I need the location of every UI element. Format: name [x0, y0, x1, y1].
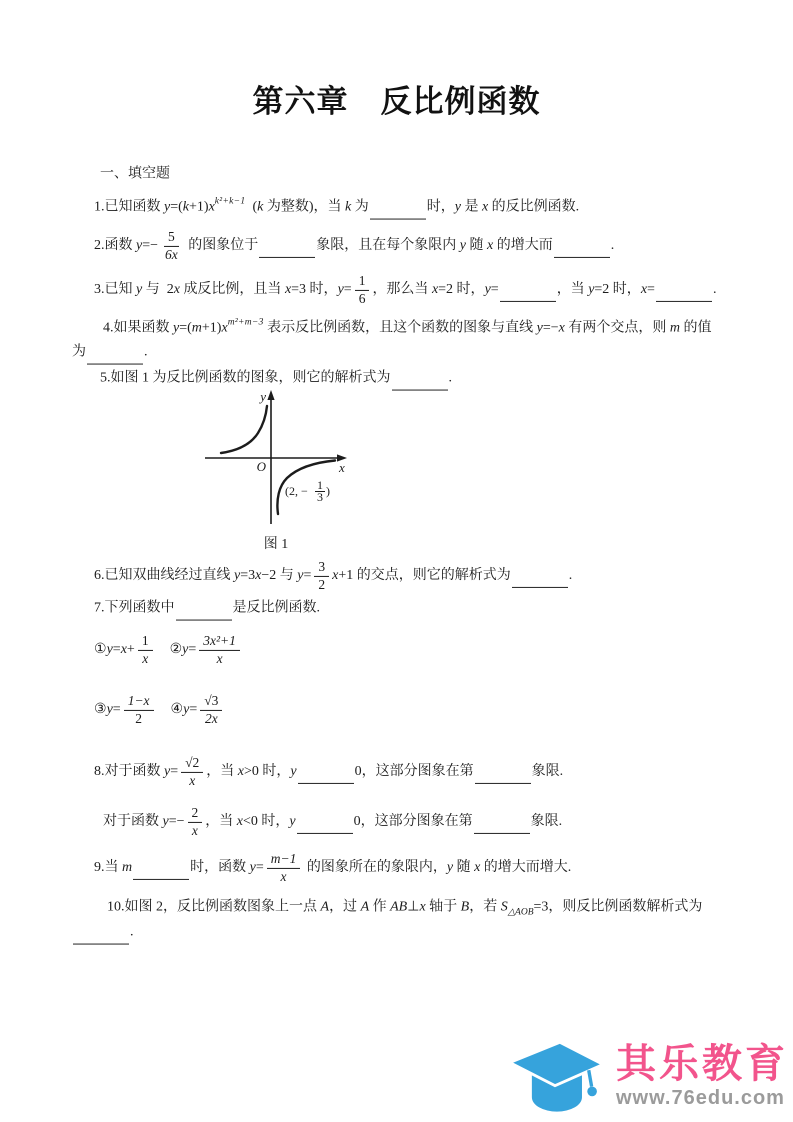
- math-var: y: [536, 320, 543, 336]
- math-var: m: [191, 320, 202, 336]
- text-run: [156, 641, 170, 660]
- text-run: 表示反比例函数，且这个函数的图象与直线: [263, 320, 537, 336]
- point-label: [285, 478, 330, 504]
- brand-website: www.76edu.com: [616, 1086, 785, 1109]
- fraction-numerator: 3x²+1: [199, 634, 240, 651]
- text-run: 时，: [426, 199, 455, 215]
- text-run: =: [490, 281, 499, 297]
- superscript: k²+k−1: [214, 196, 246, 207]
- math-var: x: [486, 237, 494, 253]
- text-run: +1): [189, 199, 209, 215]
- math-var: x: [419, 899, 426, 915]
- fraction: [138, 634, 153, 666]
- text-run: 1.已知函数: [94, 199, 164, 215]
- text-run: 轴于: [425, 899, 461, 915]
- blank-field: [73, 929, 129, 945]
- math-var: y: [337, 281, 344, 297]
- blank-field: [512, 572, 568, 588]
- fraction: [355, 274, 370, 306]
- text-run: +1 的交点，则它的解析式为: [338, 567, 511, 583]
- text-run: +: [126, 641, 135, 657]
- math-var: y: [446, 859, 454, 875]
- fraction-numerator: 5: [164, 230, 179, 247]
- text-run: 为整数)，当: [263, 199, 345, 215]
- blank-field: [87, 349, 143, 365]
- fraction: [199, 634, 240, 666]
- blank-field: [554, 242, 610, 258]
- fraction: [200, 694, 222, 726]
- fraction-denominator: 2: [135, 710, 142, 726]
- figure-1-caption: 图 1: [263, 537, 289, 552]
- text-run: 随: [465, 237, 487, 253]
- text-run: ①: [94, 641, 107, 657]
- question-10-cont: [72, 924, 134, 943]
- text-run: =: [303, 567, 312, 583]
- math-var: x: [221, 320, 228, 336]
- fraction-denominator: 2x: [204, 710, 218, 726]
- blank-field: [656, 286, 712, 302]
- math-var: y: [484, 281, 491, 297]
- point-label-open: (2, −: [285, 484, 308, 498]
- question-7: [94, 600, 320, 619]
- blank-field: [474, 818, 530, 834]
- text-run: =: [647, 281, 655, 297]
- text-run: 是反比例函数.: [232, 600, 320, 616]
- question-8-part2: [103, 806, 562, 838]
- math-var: x: [640, 281, 648, 297]
- text-run: 有两个交点，则: [564, 320, 670, 336]
- text-run: 象限.: [530, 813, 563, 829]
- text-run: ，过: [329, 899, 361, 915]
- fraction-denominator: x: [191, 822, 198, 838]
- text-run: .: [144, 344, 148, 360]
- fraction: [314, 560, 329, 592]
- text-run: =: [112, 641, 121, 657]
- question-3: [94, 274, 716, 306]
- text-run: 0，这部分图象在第: [353, 813, 473, 829]
- figure-1-graph: [195, 388, 355, 530]
- cap-tassel-cord: [589, 1070, 592, 1086]
- math-var: y: [297, 567, 304, 583]
- text-run: 6.已知双曲线经过直线: [94, 567, 234, 583]
- math-var: AB: [390, 899, 408, 915]
- text-run: <0 时，: [242, 813, 290, 829]
- math-var: S: [500, 899, 508, 915]
- text-run: 象限，且在每个象限内: [316, 237, 460, 253]
- text-run: 10.如图 2，反比例函数图象上一点: [107, 899, 321, 915]
- brand-logo: [502, 1032, 788, 1120]
- math-var: k: [345, 199, 352, 215]
- point-frac-numerator: 1: [317, 478, 323, 492]
- fraction-denominator: 6: [358, 290, 366, 306]
- text-run: +1): [201, 320, 222, 336]
- text-run: =(: [170, 199, 183, 215]
- question-10: [107, 899, 702, 918]
- point-label-close: ): [326, 484, 330, 498]
- math-var: y: [106, 701, 113, 717]
- text-run: 的增大而增大.: [480, 859, 572, 875]
- text-run: 3.已知: [94, 281, 136, 297]
- superscript: m²+m−3: [227, 317, 264, 328]
- question-6: [94, 560, 572, 592]
- text-run: ④: [170, 701, 184, 717]
- fraction-denominator: x: [142, 650, 149, 666]
- fraction-numerator: √3: [200, 694, 222, 711]
- math-var: x: [558, 320, 565, 336]
- fraction-numerator: 1−x: [124, 694, 154, 711]
- math-var: x: [474, 859, 481, 875]
- text-run: ，那么当: [372, 281, 432, 297]
- text-run: 7.下列函数中: [94, 600, 175, 616]
- y-axis-arrow: [267, 390, 274, 400]
- math-var: y: [106, 641, 113, 657]
- blank-field: [392, 375, 448, 391]
- text-run: 2.函数: [94, 237, 136, 253]
- fraction: [181, 756, 203, 788]
- graduation-cap-icon: [502, 1032, 608, 1120]
- math-var: y: [136, 281, 143, 297]
- blank-field: [500, 286, 556, 302]
- text-run: ，当: [206, 763, 238, 779]
- blank-field: [176, 605, 232, 621]
- text-run: .: [712, 281, 717, 297]
- math-var: x: [255, 567, 262, 583]
- text-run: ⊥: [407, 899, 420, 915]
- fraction-numerator: 3: [314, 560, 329, 577]
- text-run: =(: [179, 320, 192, 336]
- fraction-numerator: 1: [138, 634, 153, 651]
- fraction-numerator: 1: [355, 274, 370, 291]
- text-run: ，若: [469, 899, 501, 915]
- fraction: [124, 694, 154, 726]
- text-run: =: [170, 763, 179, 779]
- text-run: 4.如果函数: [103, 320, 173, 336]
- text-run: 的增大而: [493, 237, 553, 253]
- text-run: =: [188, 641, 197, 657]
- section-heading: [100, 166, 170, 185]
- math-var: x: [431, 281, 439, 297]
- text-run: =3 时，: [291, 281, 338, 297]
- math-var: y: [164, 199, 171, 215]
- fraction-denominator: x: [216, 650, 223, 666]
- text-run: 为: [351, 199, 369, 215]
- math-var: k: [182, 199, 189, 215]
- text-run: =2 时，: [438, 281, 485, 297]
- blank-field: [259, 242, 315, 258]
- math-var: x: [481, 199, 489, 215]
- fraction-denominator: 6x: [165, 246, 178, 262]
- math-var: y: [290, 763, 297, 779]
- text-run: −2 与: [261, 567, 298, 583]
- text-run: ，当: [556, 281, 589, 297]
- text-run: 是: [460, 199, 482, 215]
- blank-field: [475, 768, 531, 784]
- math-var: x: [284, 281, 292, 297]
- math-var: y: [183, 701, 190, 717]
- text-run: 8.对于函数: [94, 763, 164, 779]
- text-run: 9.当: [94, 859, 122, 875]
- math-var: x: [237, 763, 245, 779]
- math-var: y: [173, 320, 180, 336]
- math-var: y: [182, 641, 189, 657]
- fraction: [161, 230, 182, 262]
- text-run: =: [112, 701, 121, 717]
- math-var: y: [459, 237, 466, 253]
- question-1: [94, 196, 580, 218]
- question-8: [94, 756, 563, 788]
- math-var: k: [257, 199, 264, 215]
- question-4-cont: [72, 344, 148, 363]
- text-run: [157, 701, 171, 720]
- math-var: A: [320, 899, 330, 915]
- text-run: 对于函数: [103, 813, 163, 829]
- subscript: △AOB: [507, 907, 534, 918]
- question-2: [94, 230, 614, 262]
- point-frac-denominator: 3: [317, 490, 323, 504]
- text-run: 0，这部分图象在第: [354, 763, 474, 779]
- blank-field: [133, 864, 189, 880]
- math-var: y: [454, 199, 461, 215]
- text-run: ③: [94, 701, 107, 717]
- text-run: =−: [142, 237, 159, 253]
- math-var: x: [236, 813, 243, 829]
- fraction: [188, 806, 203, 838]
- cap-tassel-knob: [587, 1087, 597, 1097]
- fraction-numerator: √2: [181, 756, 203, 773]
- math-var: m: [122, 859, 133, 875]
- page-title: 第六章 反比例函数: [252, 84, 541, 119]
- text-run: 的反比例函数.: [488, 199, 580, 215]
- fraction-denominator: x: [280, 868, 287, 884]
- text-run: 的图象所在的象限内，: [303, 859, 447, 875]
- text-run: =−: [168, 813, 185, 829]
- text-run: .: [130, 924, 134, 940]
- fraction-numerator: 2: [188, 806, 203, 823]
- text-run: 的值: [680, 320, 712, 336]
- math-var: y: [136, 237, 143, 253]
- math-var: y: [249, 859, 256, 875]
- brand-name: 其乐教育: [616, 1041, 788, 1086]
- text-run: 与 2: [142, 281, 174, 297]
- text-run: =: [343, 281, 352, 297]
- origin-label: O: [256, 459, 266, 474]
- fraction: [267, 852, 301, 884]
- text-run: (: [245, 199, 258, 215]
- math-var: y: [588, 281, 595, 297]
- x-axis-label: x: [339, 460, 345, 475]
- text-run: =: [255, 859, 264, 875]
- text-run: 作: [369, 899, 391, 915]
- text-run: >0 时，: [244, 763, 291, 779]
- text-run: .: [568, 567, 573, 583]
- math-var: x: [173, 281, 180, 297]
- text-run: 象限.: [531, 763, 564, 779]
- question-9: [94, 852, 571, 884]
- text-run: =3，则反比例函数解析式为: [533, 899, 703, 915]
- blank-field: [298, 768, 354, 784]
- brand-text: [616, 1041, 788, 1109]
- text-run: 为: [72, 344, 86, 360]
- text-run: .: [448, 370, 452, 386]
- math-var: x: [208, 199, 215, 215]
- text-run: .: [610, 237, 615, 253]
- text-run: ②: [169, 641, 183, 657]
- math-var: x: [120, 641, 127, 657]
- hyperbola-branch-q2: [221, 406, 267, 453]
- text-run: 随: [453, 859, 475, 875]
- math-var: y: [162, 813, 169, 829]
- math-var: A: [360, 899, 370, 915]
- text-run: ，当: [205, 813, 237, 829]
- math-var: m: [669, 320, 680, 336]
- math-var: y: [234, 567, 241, 583]
- text-run: 时，函数: [190, 859, 250, 875]
- fraction-denominator: x: [189, 772, 196, 788]
- fraction-denominator: 2: [318, 576, 326, 592]
- question-5: [100, 370, 452, 389]
- math-var: y: [289, 813, 296, 829]
- question-7-options-1-2: [94, 634, 243, 666]
- text-run: =3: [240, 567, 256, 583]
- section-label: 一、填空题: [100, 166, 170, 182]
- math-var: y: [164, 763, 171, 779]
- text-run: 成反比例，且当: [179, 281, 285, 297]
- question-4: [103, 317, 712, 339]
- question-7-options-3-4: [94, 694, 225, 726]
- text-run: =−: [542, 320, 559, 336]
- fraction-numerator: m−1: [267, 852, 301, 869]
- text-run: 的图象位于: [184, 237, 259, 253]
- math-var: B: [460, 899, 470, 915]
- math-var: x: [332, 567, 339, 583]
- blank-field: [297, 818, 353, 834]
- text-run: =: [189, 701, 198, 717]
- y-axis-label: y: [260, 389, 266, 404]
- blank-field: [370, 204, 426, 220]
- text-run: 5.如图 1 为反比例函数的图象，则它的解析式为: [100, 370, 391, 386]
- text-run: =2 时，: [594, 281, 641, 297]
